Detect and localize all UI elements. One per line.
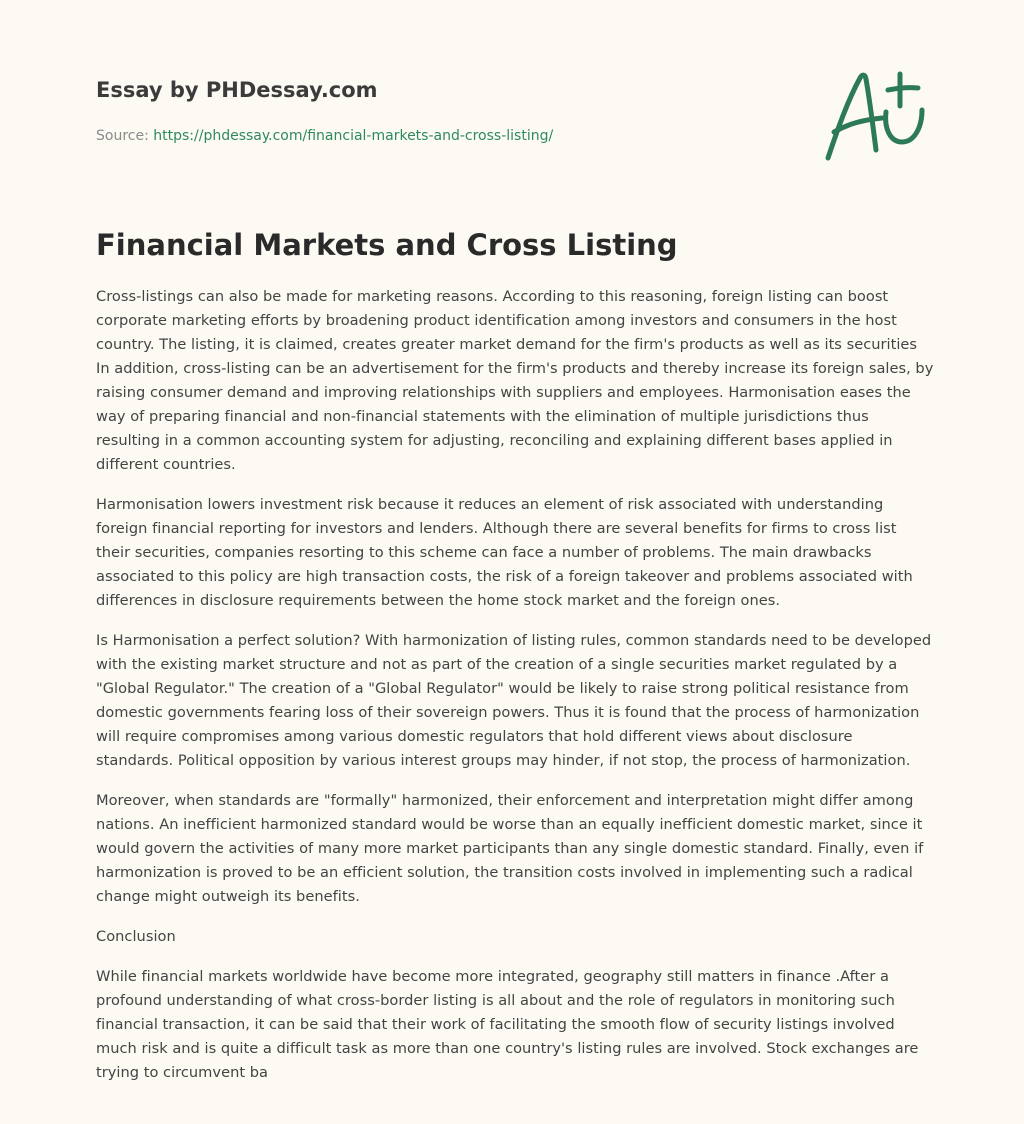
section-heading-conclusion: Conclusion (96, 928, 176, 945)
essay-body (96, 285, 934, 1101)
paragraph: Is Harmonisation a perfect solution? With harmonization of listing rules, common standards need to be developed with the existing market structure and not as part of the creation of a single securities market regulated by a "Global Regulator." The creation of a "Global Regulator" would be likely to raise strong political resistance from domestic governments fearing loss of their sovereign powers. Thus it is found that the process of harmonization will require compromises among various domestic regulators that hold different views about disclosure standards. Political opposition by various interest groups may hinder, if not stop, the process of harmonization. (96, 632, 932, 769)
paragraph: Moreover, when standards are "formally" harmonized, their enforcement and interpretation might differ among nations. An inefficient harmonized standard would be worse than an equally inefficient domestic market, since it would govern the activities of many more market participants than any single domestic standard. Finally, even if harmonization is proved to be an efficient solution, the transition costs involved in implementing such a radical change might outweigh its benefits. (96, 792, 924, 905)
essay-title: Financial Markets and Cross Listing (96, 228, 678, 262)
paragraph: Harmonisation lowers investment risk because it reduces an element of risk associated with understanding foreign financial reporting for investors and lenders. Although there are several benefits for firms to cross list their securities, companies resorting to this scheme can face a number of problems. The main drawbacks associated to this policy are high transaction costs, the risk of a foreign takeover and problems associated with differences in disclosure requirements between the home stock market and the foreign ones. (96, 496, 913, 609)
paragraph: Cross-listings can also be made for marketing reasons. According to this reasoning, foreign listing can boost corporate marketing efforts by broadening product identification among investors and consumers in the host country. The listing, it is claimed, creates greater market demand for the firm's products as well as its securities In addition, cross-listing can be an advertisement for the firm's products and thereby increase its foreign sales, by raising consumer demand and improving relationships with suppliers and employees. Harmonisation eases the way of preparing financial and non-financial statements with the elimination of multiple jurisdictions thus resulting in a common accounting system for adjusting, reconciling and explaining different bases applied in different countries. (96, 288, 934, 473)
source-link[interactable]: https://phdessay.com/financial-markets-and-cross-listing/ (153, 128, 554, 144)
paragraph: While financial markets worldwide have become more integrated, geography still matters in finance .After a profound understanding of what cross-border listing is all about and the role of regulators in monitoring such financial transaction, it can be said that their work of facilitating the smooth flow of security listings involved much risk and is quite a difficult task as more than one country's listing rules are involved. Stock exchanges are trying to circumvent ba (96, 968, 919, 1081)
source-label: Source: (96, 128, 149, 144)
source-line (96, 126, 796, 146)
a-plus-logo-icon (818, 66, 930, 166)
site-brand: Essay by PHDessay.com (96, 78, 378, 102)
page-header (96, 76, 796, 146)
